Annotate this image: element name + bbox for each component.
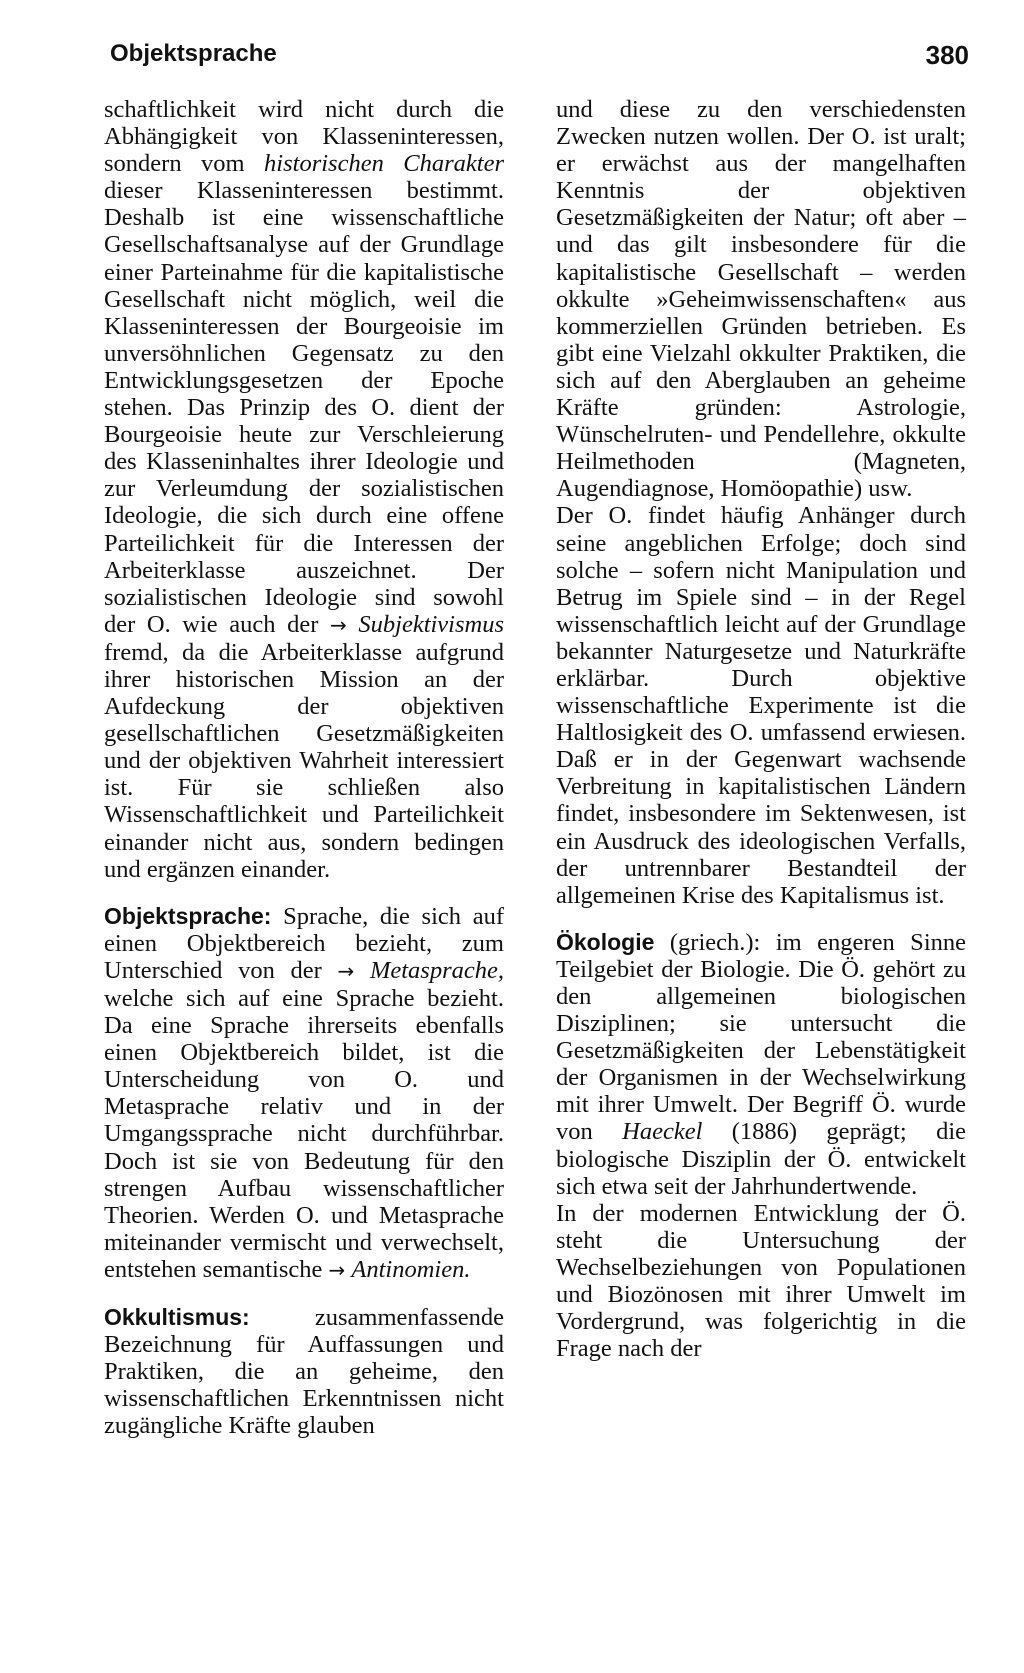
paragraph-oekologie-second: In der modernen Entwicklung der Ö. steht die Untersuchung der Wechselbeziehungen von Populationen und Biozönosen mit ihrer Umwelt im Vordergrund, was folgerichtig in die Frage nach der [556, 1199, 966, 1363]
page-number: 380 [925, 40, 969, 70]
text-run: dieser Klasseninteressen bestimmt. Deshalb ist eine wissenschaftliche Gesellschaftsanalyse auf der Grundlage einer Parteinahme für die kapitalistische Gesellschaft nicht möglich, weil die Klasseninteressen der Bourgeoisie im unversöhnlichen Gegensatz zu den Entwicklungsgesetzen der Epoche stehen. Das Prinzip des O. dient der Bourgeoisie heute zur Verschleierung des Klasseninhaltes ihrer Ideologie und zur Verleumdung der sozialistischen Ideologie, die sich durch eine offene Parteilichkeit für die Interessen der Arbeiterklasse auszeichnet. Der sozialistischen Ideologie sind sowohl der O. wie auch der [104, 177, 504, 638]
right-column [556, 96, 966, 1362]
paragraph-okkultismus-second: Der O. findet häufig Anhänger durch seine angeblichen Erfolge; doch sind solche – sofern nicht Manipulation und Betrug im Spiele sind – in der Regel wissenschaftlich leicht auf der Grundlage bekannter Naturgesetze und Naturkräfte erklärbar. Durch objektive wissenschaftliche Experimente ist die Haltlosigkeit des O. umfassend erwiesen. Daß er in der Gegenwart wachsende Verbreitung in kapitalistischen Ländern findet, insbesondere im Sektenwesen, ist ein Ausdruck des ideologischen Verfalls, der untrennbarer Bestandteil der allgemeinen Krise des Kapitalismus ist. [556, 502, 966, 909]
paragraph-okkultismus-continued: und diese zu den verschiedensten Zwecken nutzen wollen. Der O. ist uralt; er erwächst aus der mangelhaften Kenntnis der objektiven Gesetzmäßigkeiten der Natur; oft aber – und das gilt insbesondere für die kapitalistische Gesellschaft – werden okkulte »Geheimwissenschaften« aus kommerziellen Gründen betrieben. Es gibt eine Vielzahl okkulter Praktiken, die sich auf den Aberglauben an geheime Kräfte gründen: Astrologie, Wünschelruten- und Pendellehre, okkulte Heilmethoden (Magneten, Augendiagnose, Homöopathie) usw. [556, 96, 966, 503]
person-name-haeckel: Haeckel [622, 1118, 703, 1146]
text-run: fremd, da die Arbeiterklasse aufgrund ihrer historischen Mission an der Aufdeckung der objektiven gesellschaftlichen Gesetzmäßigkeiten und der objektiven Wahrheit interessiert ist. Für sie schließen also Wissenschaftlichkeit und Parteilichkeit einander nicht aus, sondern bedingen und ergänzen einander. [104, 638, 504, 883]
italic-phrase: historischen Charakter [264, 150, 504, 178]
entry-term: Okkultismus: [104, 1304, 250, 1331]
paragraph-objektivismus-continued [104, 96, 504, 883]
cross-reference-metasprache[interactable]: Metasprache, [369, 956, 505, 984]
cross-reference-antinomien[interactable]: Antinomien. [351, 1255, 471, 1283]
entry-okkultismus [104, 1304, 504, 1439]
cross-reference-arrow: → [337, 958, 355, 983]
entry-term: Objektsprache: [104, 902, 272, 929]
cross-reference-arrow: → [330, 612, 347, 637]
text-run: (griech.): im engeren Sinne Teilgebiet der Biologie. Die Ö. gehört zu den allgemeinen biologischen Disziplinen; sie untersucht die Gesetzmäßigkeiten der Lebenstätigkeit der Organismen in der Wechselwirkung mit ihrer Umwelt. Der Begriff Ö. wurde von [556, 928, 966, 1146]
text-run: (1886) geprägt; die biologische Disziplin der Ö. entwickelt sich etwa seit der Jahrhundertwende. [556, 1118, 966, 1200]
running-head: Objektsprache [110, 40, 277, 67]
text-run: zusammenfassende Bezeichnung für Auffassungen und Praktiken, die an geheime, den wissenschaftlichen Erkenntnissen nicht zugängliche Kräfte glauben [104, 1304, 504, 1440]
page-header [110, 40, 969, 76]
entry-objektsprache [104, 903, 504, 1284]
text-run: welche sich auf eine Sprache bezieht. Da eine Sprache ihrerseits ebenfalls einen Objektbereich bildet, ist die Unterscheidung von O. und Metasprache relativ und in der Umgangssprache nicht durchführbar. Doch ist sie von Bedeutung für den strengen Aufbau wissenschaftlicher Theorien. Werden O. und Metasprache miteinander vermischt und verwechselt, entstehen semantische [104, 985, 504, 1283]
entry-oekologie [556, 929, 966, 1200]
text-run: schaftlichkeit wird nicht durch die Abhängigkeit von Klasseninteressen, sondern vom [104, 96, 504, 178]
entry-term: Ökologie [556, 928, 655, 955]
cross-reference-subjektivismus[interactable]: Subjektivismus [358, 610, 505, 638]
cross-reference-arrow: → [328, 1257, 346, 1282]
text-run: Sprache, die sich auf einen Objektbereich bezieht, zum Unterschied von der [104, 902, 504, 984]
left-column [104, 96, 504, 1440]
